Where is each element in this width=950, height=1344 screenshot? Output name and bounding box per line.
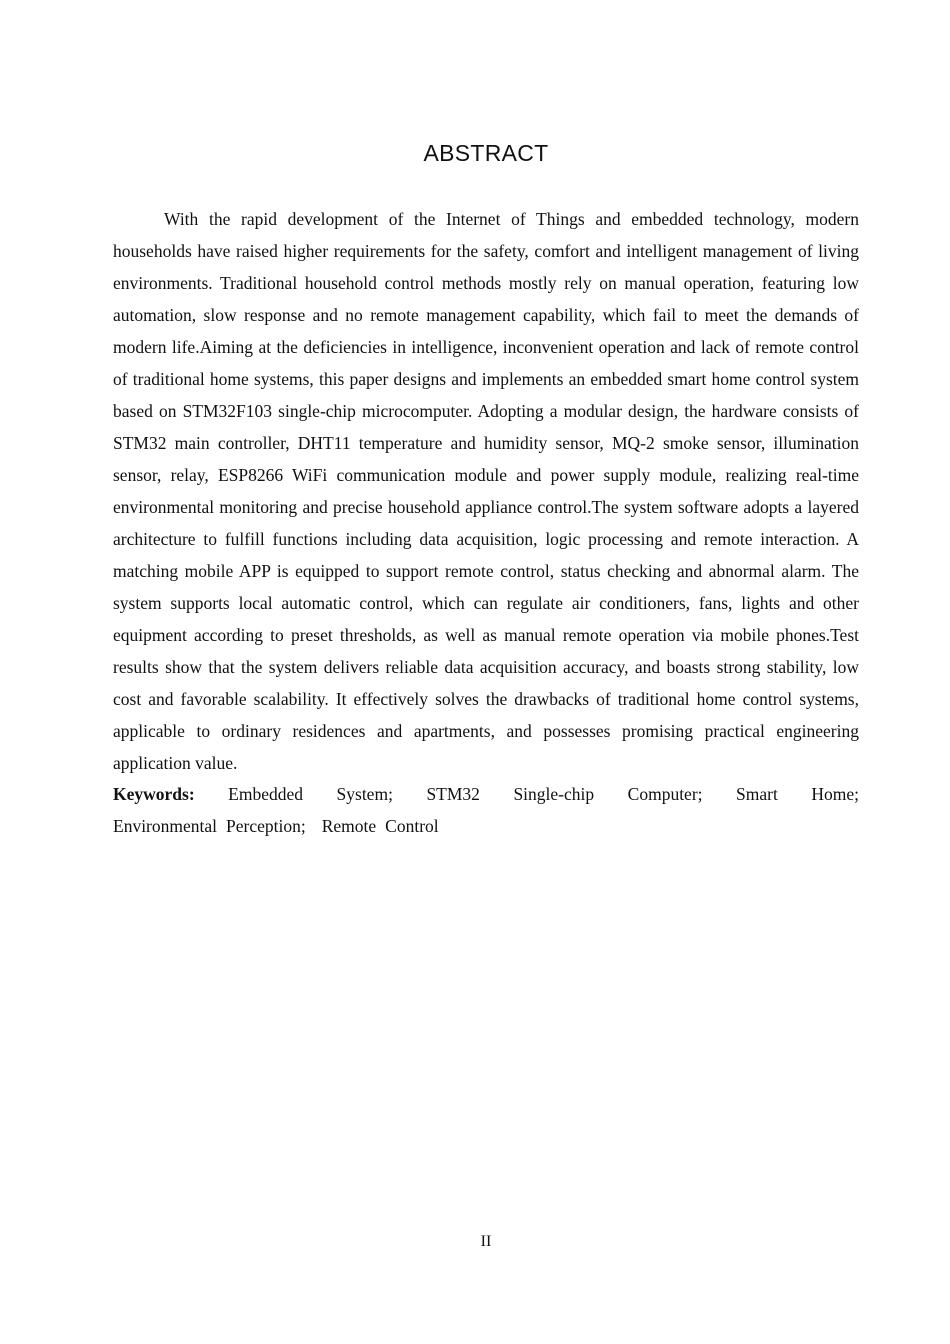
keywords-section: [113, 778, 859, 842]
keyword-word: Remote: [321, 816, 377, 836]
page-number: II: [480, 1233, 492, 1250]
keyword-word: Computer;: [627, 784, 703, 804]
keyword-word: Environmental: [113, 816, 218, 836]
keyword-word: STM32: [426, 784, 480, 804]
abstract-body: With the rapid development of the Internet of Things and embedded technology, modern households have raised higher requirements for the safety, comfort and intelligent management of living environments. Traditional household control methods mostly rely on manual operation, featuring low automation, slow response and no remote management capability, which fail to meet the demands of modern life.Aiming at the deficiencies in intelligence, inconvenient operation and lack of remote control of traditional home systems, this paper designs and implements an embedded smart home control system based on STM32F103 single-chip microcomputer. Adopting a modular design, the hardware consists of STM32 main controller, DHT11 temperature and humidity sensor, MQ-2 smoke sensor, illumination sensor, relay, ESP8266 WiFi communication module and power supply module, realizing real-time environmental monitoring and precise household appliance control.The system software adopts a layered architecture to fulfill functions including data acquisition, logic processing and remote interaction. A matching mobile APP is equipped to support remote control, status checking and abnormal alarm. The system supports local automatic control, which can regulate air conditioners, fans, lights and other equipment according to preset thresholds, as well as manual remote operation via mobile phones.Test results show that the system delivers reliable data acquisition accuracy, and boasts strong stability, low cost and favorable scalability. It effectively solves the drawbacks of traditional home control systems, applicable to ordinary residences and apartments, and possesses promising practical engineering application value.: [113, 209, 859, 773]
keyword-word: Single-chip: [513, 784, 595, 804]
keywords-label: Keywords:: [113, 784, 195, 804]
keyword-word: Control: [385, 816, 439, 836]
keyword-word: System;: [336, 784, 393, 804]
keyword-word: Smart: [736, 784, 778, 804]
keyword-word: Home;: [811, 784, 859, 804]
keyword-word: Embedded: [228, 784, 304, 804]
abstract-title: ABSTRACT: [423, 140, 549, 166]
keywords-line-1: [113, 778, 859, 810]
keywords-line-2: [113, 810, 859, 842]
keyword-word: Perception;: [226, 816, 306, 836]
